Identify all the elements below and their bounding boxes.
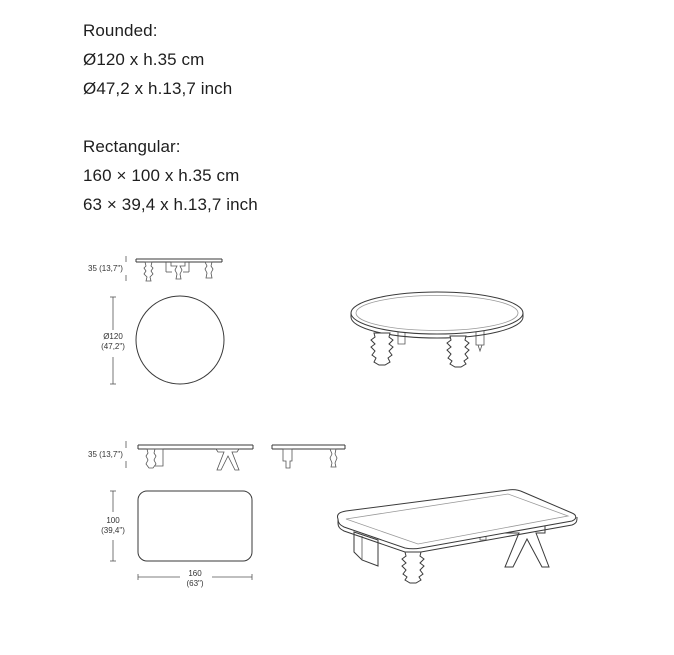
rounded-heading: Rounded:: [83, 21, 158, 40]
round-table-perspective-view: [351, 292, 523, 367]
round-diameter-label-cm: Ø120: [103, 332, 123, 341]
rect-table-front-view: [138, 445, 253, 470]
rect-depth-label-inch: (39,4"): [101, 526, 125, 535]
rect-height-label: 35 (13,7"): [88, 450, 123, 459]
rounded-imperial-dimensions: Ø47,2 x h.13,7 inch: [83, 79, 233, 98]
rect-width-label-inch: (63"): [186, 579, 204, 588]
round-diameter-label-inch: (47,2"): [101, 342, 125, 351]
rect-table-top-view: [110, 491, 252, 580]
rect-depth-label-cm: 100: [106, 516, 120, 525]
rect-table-perspective-view: [337, 490, 577, 583]
rectangular-heading: Rectangular:: [83, 137, 181, 156]
rectangular-imperial-dimensions: 63 × 39,4 x h.13,7 inch: [83, 195, 258, 214]
rect-table-side-view: [272, 445, 345, 468]
rounded-metric-dimensions: Ø120 x h.35 cm: [83, 50, 205, 69]
rectangular-metric-dimensions: 160 × 100 x h.35 cm: [83, 166, 240, 185]
round-table-side-view: [136, 259, 222, 281]
rect-width-label-cm: 160: [188, 569, 202, 578]
round-height-label: 35 (13,7"): [88, 264, 123, 273]
